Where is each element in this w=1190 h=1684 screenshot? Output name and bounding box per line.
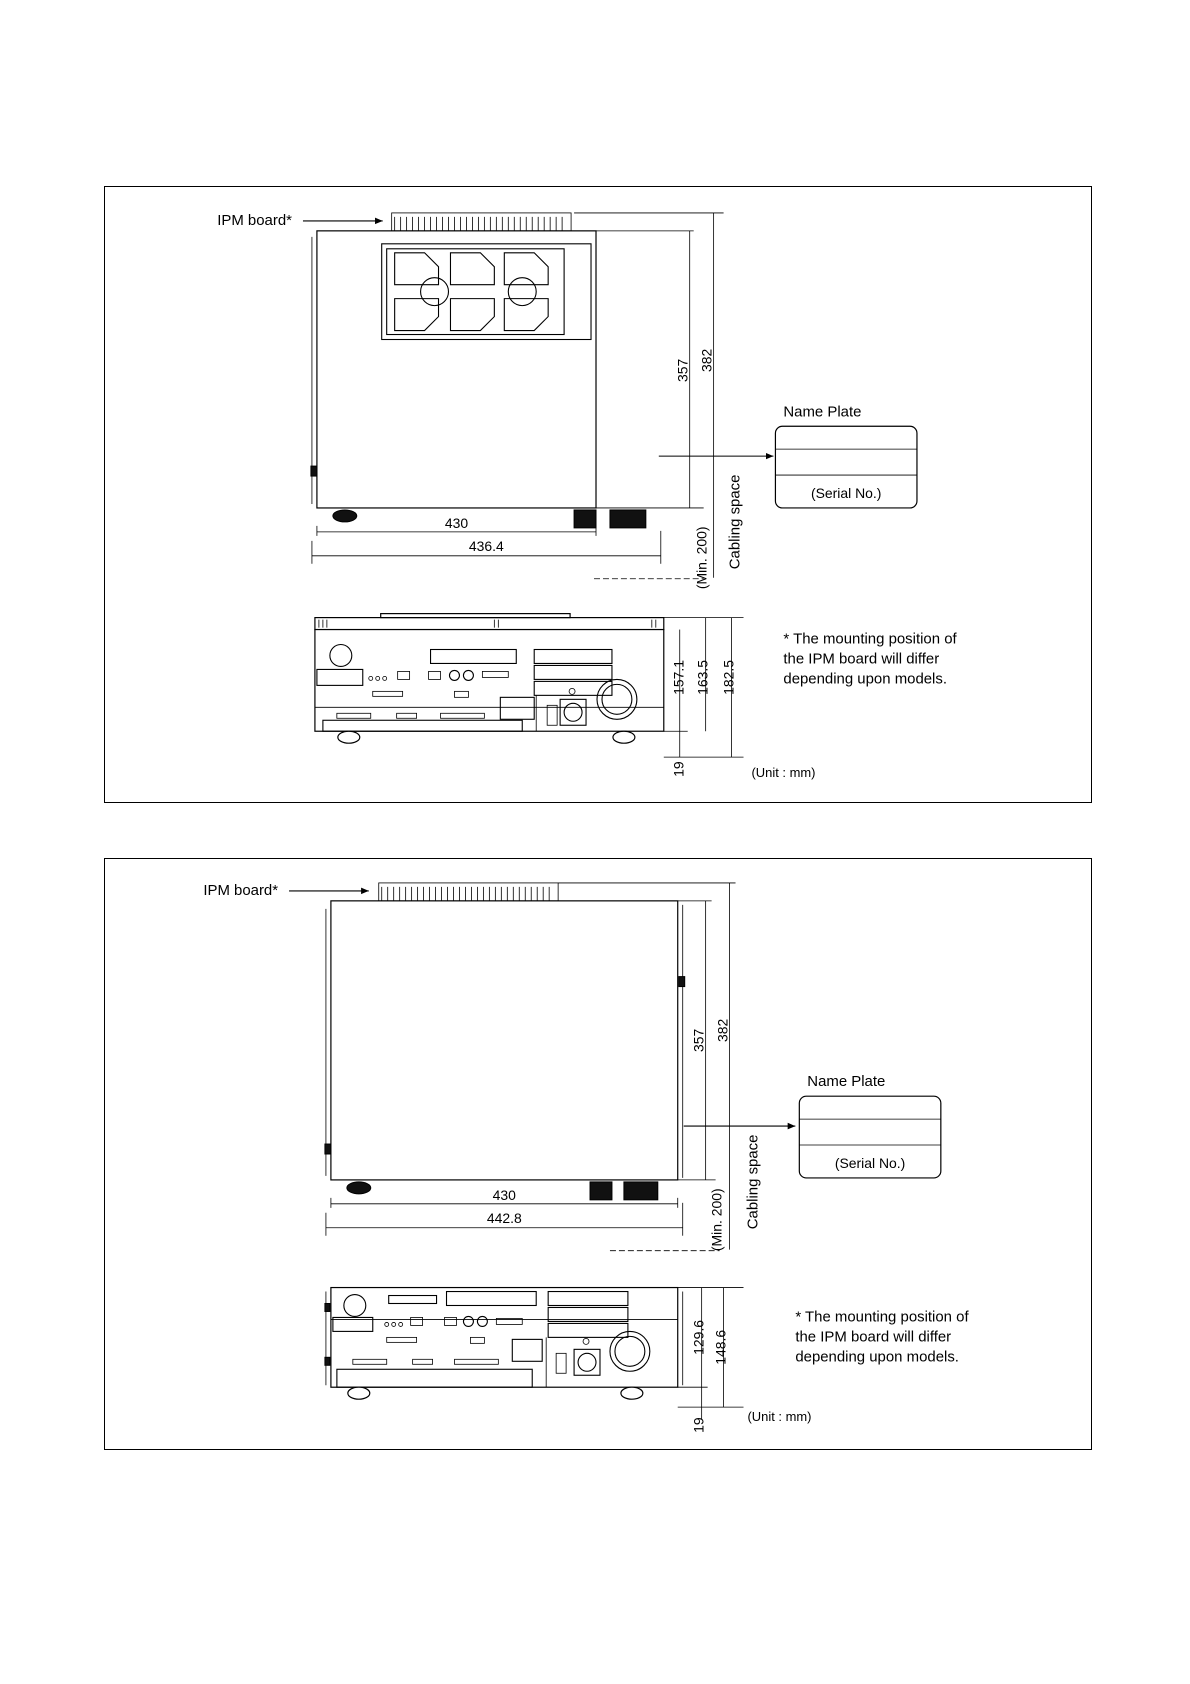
connector-2 xyxy=(610,510,646,528)
note-line-3: depending upon models. xyxy=(795,1348,959,1366)
foot-height-dim: 19 xyxy=(670,761,687,777)
depth-inner-dim: 357 xyxy=(690,1028,707,1053)
foot-height-dim: 19 xyxy=(690,1417,707,1433)
top-view-body xyxy=(331,901,678,1180)
unit-label: (Unit : mm) xyxy=(747,1409,812,1425)
note-line-1: * The mounting position of xyxy=(783,630,957,648)
top-view-body xyxy=(317,231,596,508)
height-dim-1: 157.1 xyxy=(670,659,687,695)
note-line-3: depending upon models. xyxy=(783,670,948,688)
diagram-panel-1 xyxy=(104,186,1092,803)
unit-label: (Unit : mm) xyxy=(751,765,816,781)
cabling-space-label: Cabling space xyxy=(726,474,744,570)
ipm-heatsink xyxy=(392,213,571,231)
cabling-min-dim: (Min. 200) xyxy=(693,526,710,590)
height-dim-2: 163.5 xyxy=(694,659,711,695)
depth-outer-dim: 382 xyxy=(714,1018,731,1043)
diagram-panel-2 xyxy=(104,858,1092,1450)
ipm-board-label: IPM board* xyxy=(203,881,279,899)
serial-no-label: (Serial No.) xyxy=(834,1154,906,1171)
height-dim-3: 182.5 xyxy=(720,659,737,695)
name-plate xyxy=(775,426,917,508)
foot-left xyxy=(333,510,357,522)
drawing-1 xyxy=(105,187,1091,802)
name-plate-label: Name Plate xyxy=(807,1073,886,1091)
height-dim-1: 129.6 xyxy=(690,1319,707,1355)
connector-1 xyxy=(574,510,596,528)
width-inner-dim: 430 xyxy=(444,514,469,531)
ipm-heatsink xyxy=(379,883,558,901)
note-line-2: the IPM board will differ xyxy=(783,650,940,668)
height-dim-2: 148.6 xyxy=(712,1329,729,1365)
note-line-1: * The mounting position of xyxy=(795,1308,969,1326)
depth-outer-dim: 382 xyxy=(698,348,715,373)
serial-no-label: (Serial No.) xyxy=(810,484,882,501)
width-outer-dim: 436.4 xyxy=(468,537,504,554)
depth-inner-dim: 357 xyxy=(674,358,691,383)
note-line-2: the IPM board will differ xyxy=(795,1328,952,1346)
cabling-space-label: Cabling space xyxy=(744,1134,762,1230)
front-view xyxy=(315,614,664,744)
name-plate xyxy=(799,1096,941,1178)
front-view xyxy=(325,1288,683,1400)
ipm-board-label: IPM board* xyxy=(217,211,292,229)
width-outer-dim: 442.8 xyxy=(486,1209,522,1226)
drawing-2 xyxy=(105,859,1091,1449)
width-inner-dim: 430 xyxy=(492,1186,516,1203)
foot-left xyxy=(347,1182,371,1194)
cabling-min-dim: (Min. 200) xyxy=(708,1188,725,1252)
connector-2 xyxy=(624,1182,658,1200)
connector-1 xyxy=(590,1182,612,1200)
name-plate-label: Name Plate xyxy=(783,403,862,421)
